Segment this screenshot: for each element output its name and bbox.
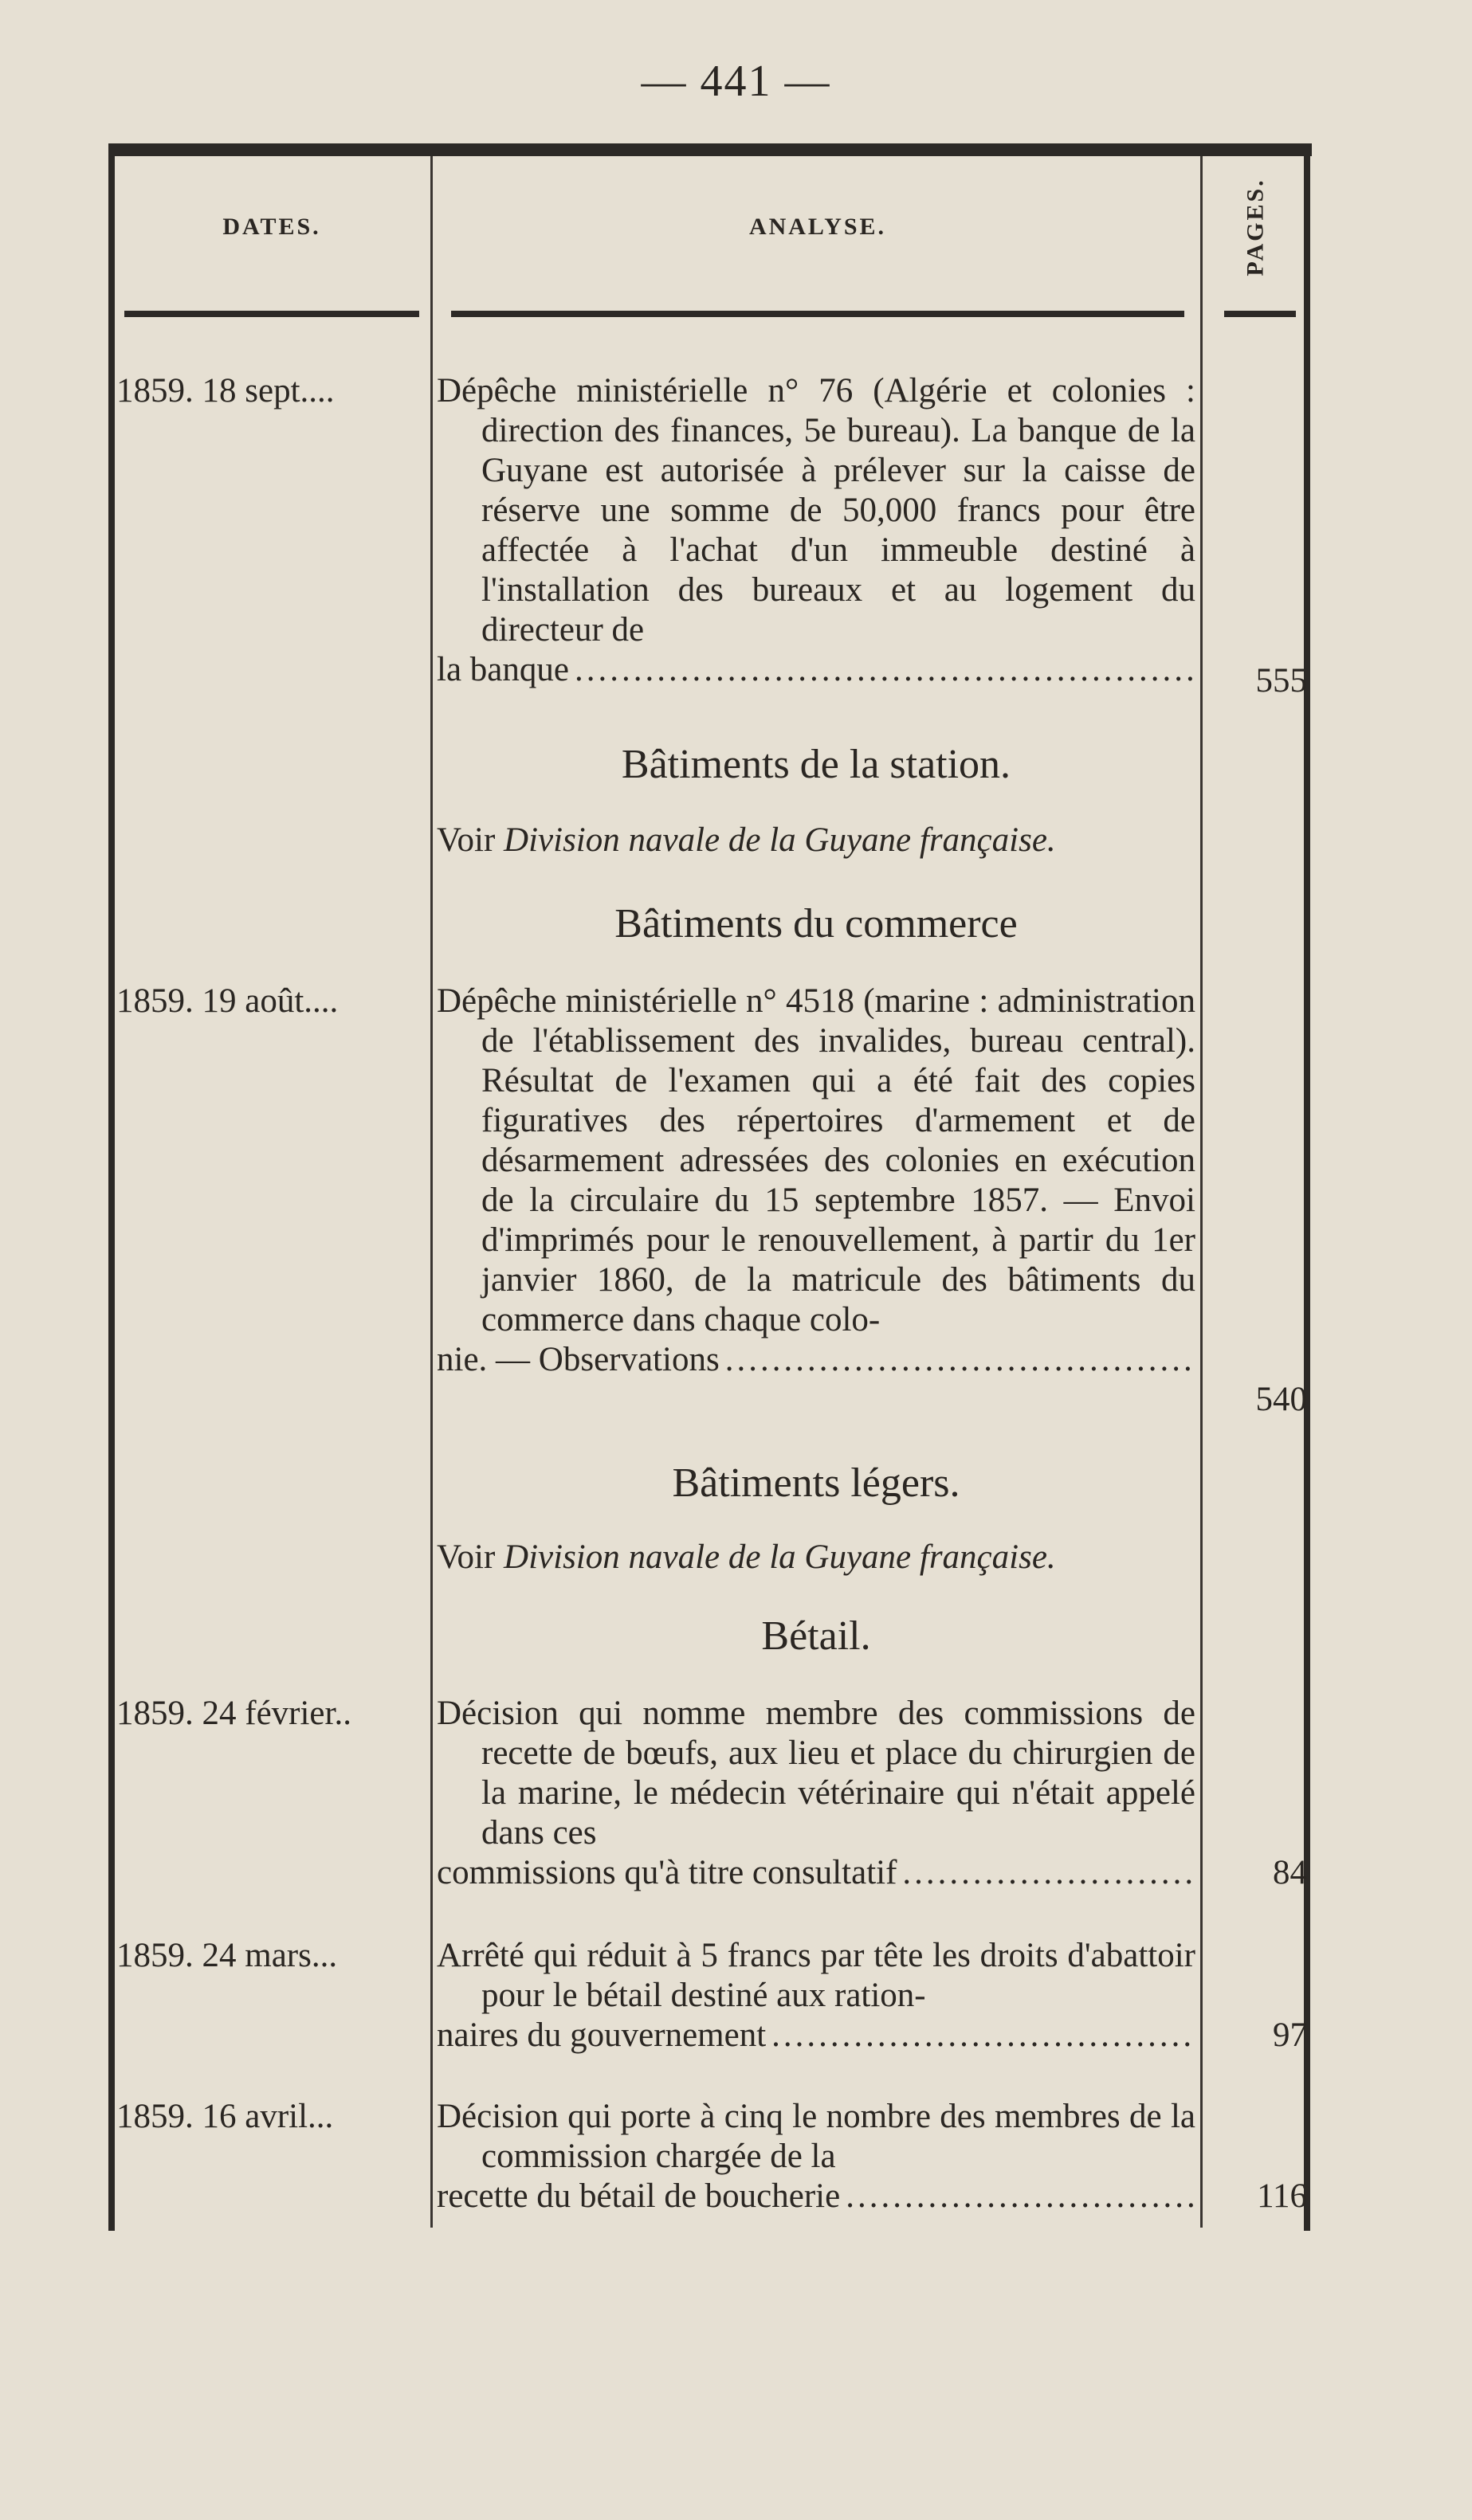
column-header-dates: DATES. [222,214,321,240]
entry-page: 116 [1257,2177,1307,2215]
page-number: — 441 — [641,57,831,106]
section-title: Bâtiments de la station. [621,742,1011,787]
header-rule-analyse [451,311,1184,317]
entry-analysis: Décision qui porte à cinq le nombre des membres de la commission chargée de la recette du bétail de boucherie ..... [437,2097,1195,2216]
column-rule-analyse [1200,156,1203,2228]
section-title: Bétail. [761,1613,871,1659]
entry-page: 540 [1255,1381,1307,1418]
entry-analysis: Dépêche ministérielle n° 76 (Algérie et colonies : direction des finances, 5e bureau). La banque de la Guyane est autorisée à prélever sur la caisse de réserve une somme de 50,000 francs pour être affectée à l'achat d'un immeuble destiné à l'installation des bureaux et au logement du directeur de la banque ..... [437,371,1195,690]
entry-page: 97 [1273,2016,1307,2054]
section-title: Bâtiments légers. [672,1460,960,1506]
entry-date: 1859. 24 mars... [116,1937,338,1974]
column-header-analyse: ANALYSE. [748,214,887,240]
entry-date: 1859. 18 sept.... [116,372,335,410]
header-rule-pages [1224,311,1296,317]
header-rule-dates [124,311,419,317]
section-title: Bâtiments du commerce [614,901,1018,946]
right-border [1304,143,1310,2231]
entry-date: 1859. 16 avril... [116,2098,334,2135]
see-reference: Voir Division navale de la Guyane française. [437,821,1056,859]
left-border [108,143,115,2231]
entry-analysis: Arrêté qui réduit à 5 francs par tête les droits d'abattoir pour le bétail destiné aux ration- naires du gouvernement ..... [437,1936,1195,2056]
entry-analysis: Décision qui nomme membre des commissions de recette de bœufs, aux lieu et place du chirurgien de la marine, le médecin vétérinaire qui n'était appelé dans ces commissions qu'à titre consultatif ..... [437,1694,1195,1893]
entry-page: 555 [1255,662,1307,700]
column-header-pages: PAGES. [1242,178,1269,276]
column-rule-dates [430,156,433,2228]
entry-date: 1859. 24 février.. [116,1695,351,1732]
entry-page: 84 [1273,1854,1307,1891]
see-reference: Voir Division navale de la Guyane française. [437,1538,1056,1576]
top-rule [108,143,1312,156]
entry-analysis: Dépêche ministérielle n° 4518 (marine : administration de l'établissement des invalides, bureau central). Résultat de l'examen qui a été fait des copies figuratives des répertoires d'armement et de désarmement adressées des colonies en exécution de la circulaire du 15 septembre 1857. — Envoi d'imprimés pour le renouvellement, à partir du 1er janvier 1860, de la matricule des bâtiments du commerce dans chaque colo- nie. — Observations ..... [437,982,1195,1380]
entry-date: 1859. 19 août.... [116,982,339,1020]
